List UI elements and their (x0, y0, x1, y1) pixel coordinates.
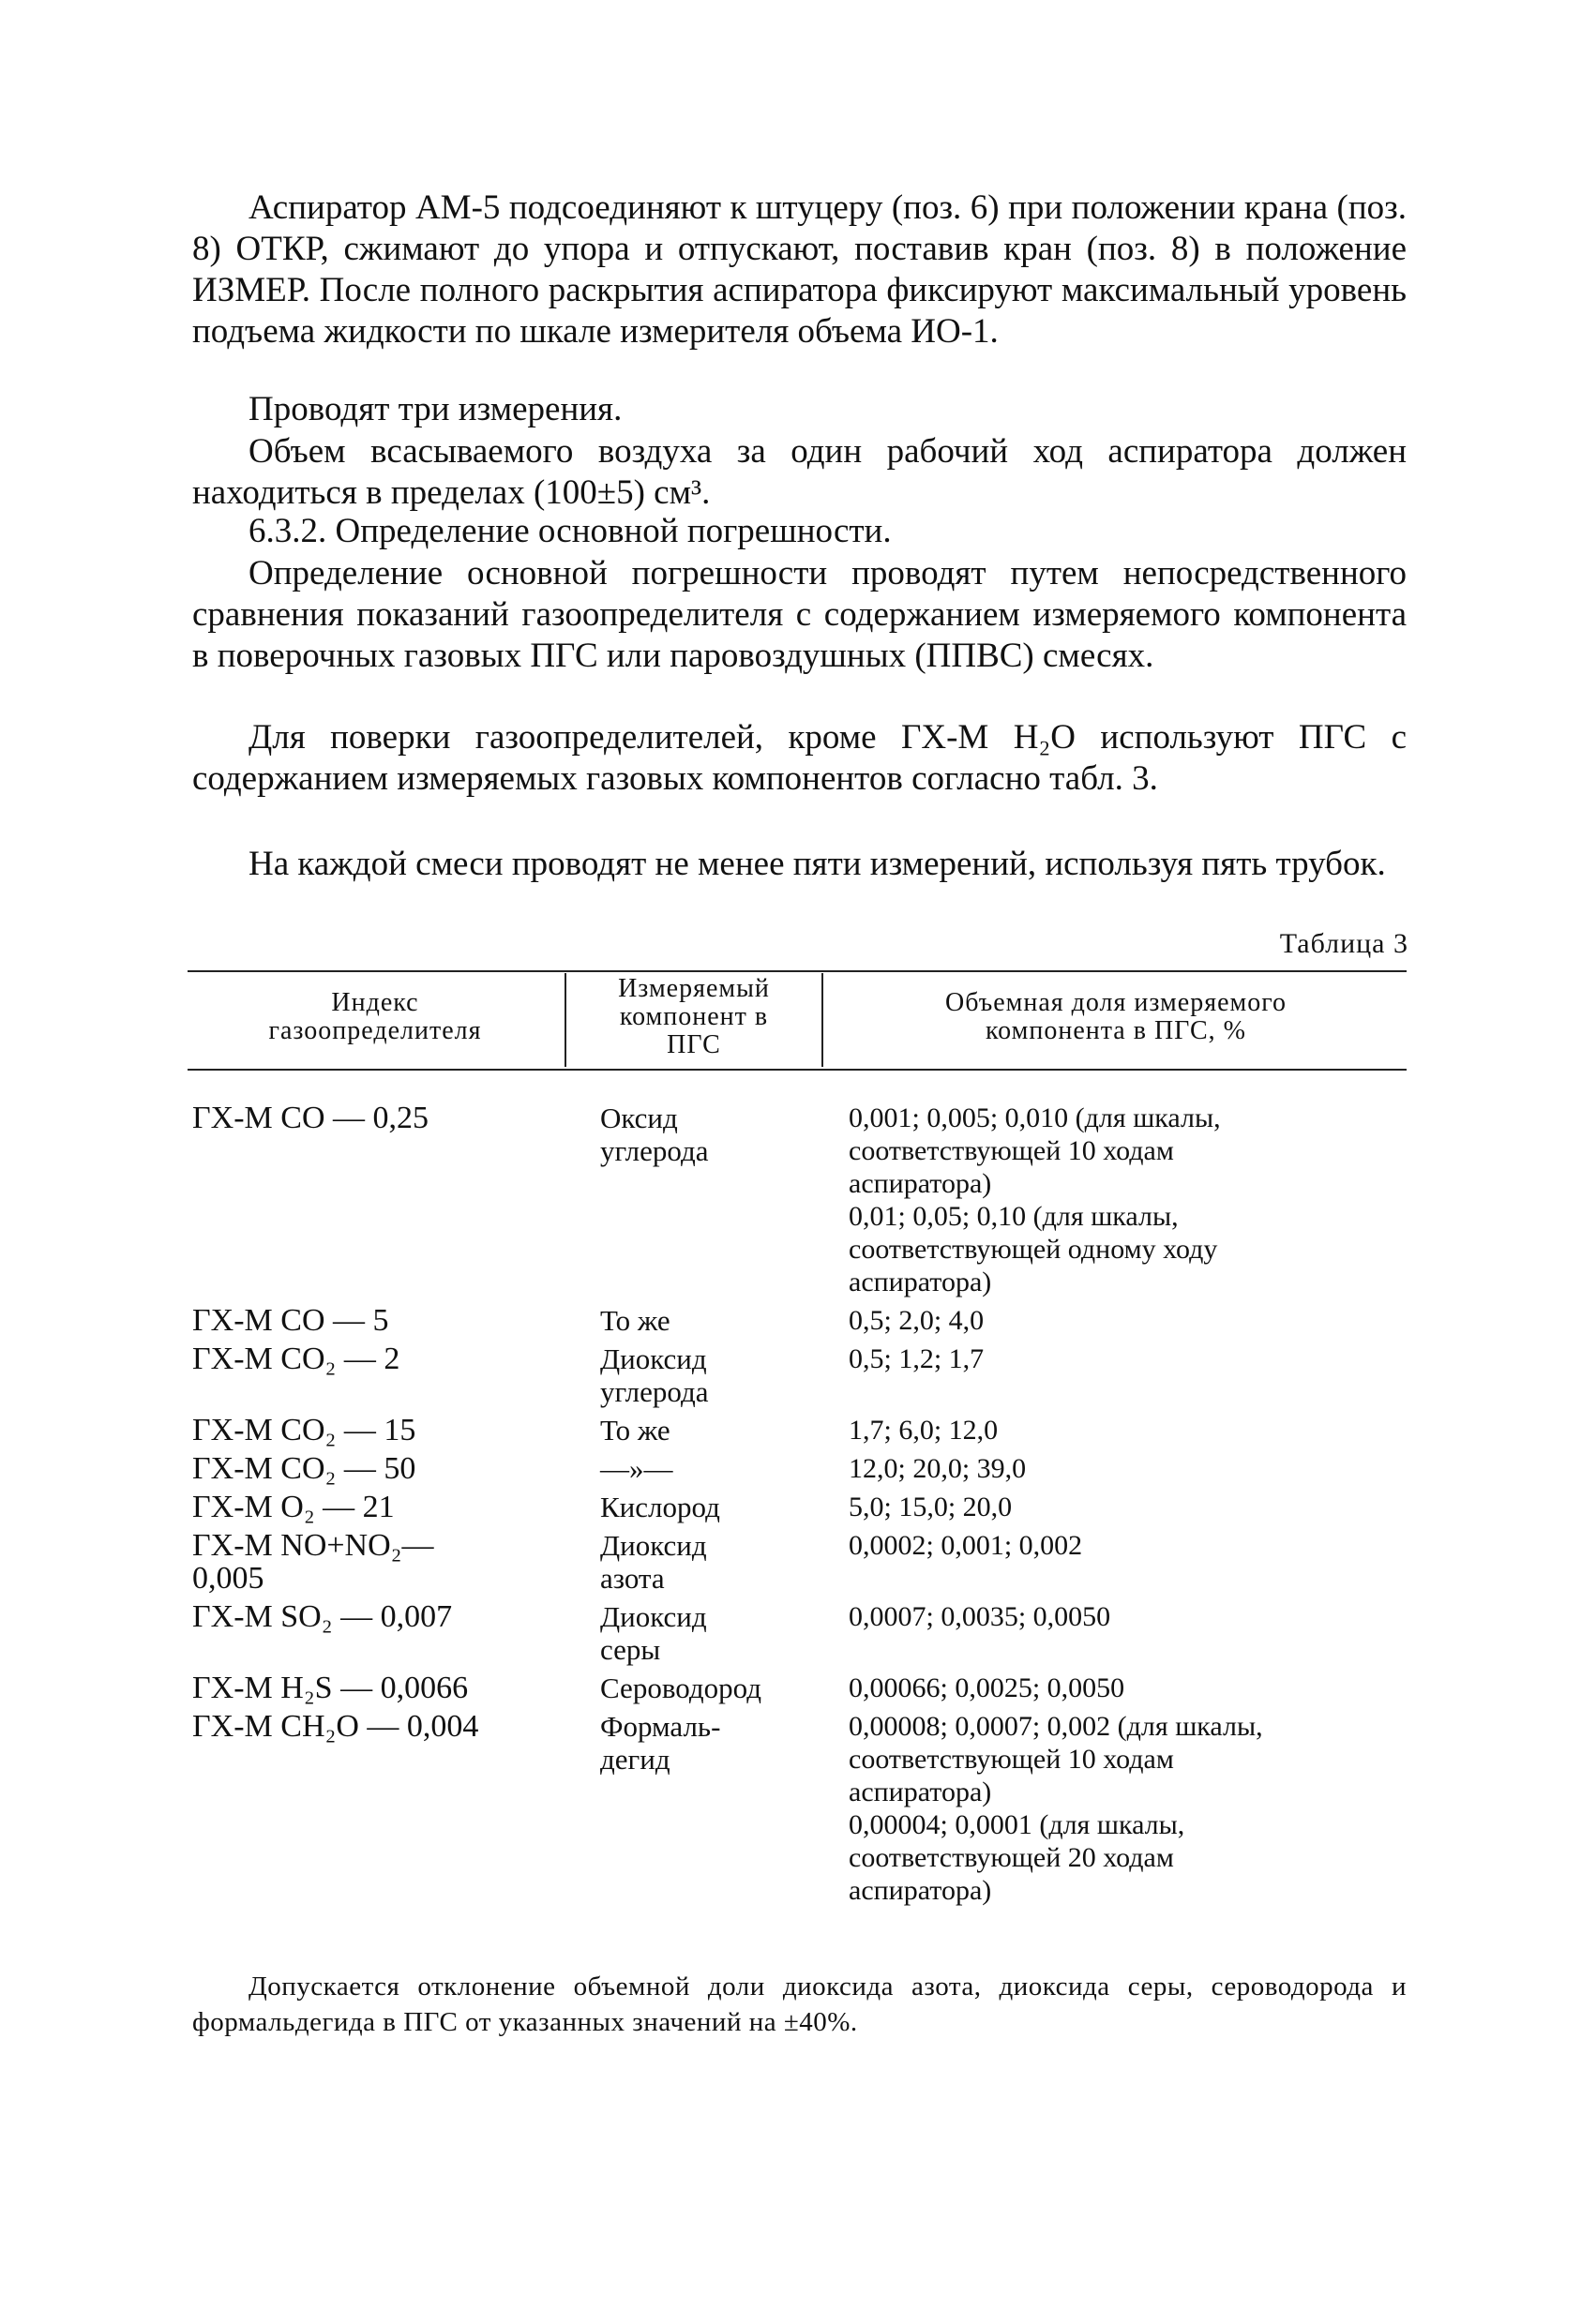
cell-component: —»— (600, 1452, 673, 1485)
header-divider (565, 973, 566, 1067)
cell-index: ГХ-М СО — 0,25 (192, 1101, 429, 1135)
paragraph-five-measurements: На каждой смеси проводят не менее пяти измерений, используя пять трубок. (248, 845, 1386, 883)
cell-component: Диоксид азота (600, 1529, 707, 1595)
cell-index: ГХ-М СО₂ — 2 (192, 1342, 400, 1376)
table-top-rule (188, 970, 1407, 972)
table-row (192, 1600, 1411, 1666)
table-row (192, 1102, 1411, 1298)
cell-values: 0,00008; 0,0007; 0,002 (для шкалы, соответствующей 10 ходам аспиратора) 0,00004; 0,0001 (для шкалы, соответствующей 20 ходам аспиратора) (849, 1711, 1263, 1906)
cell-component: Диоксид углерода (600, 1342, 709, 1408)
paragraph-air-volume: Объем всасываемого воздуха за один рабочий ход аспиратора должен находиться в пределах (100±5) см³. (192, 432, 1407, 512)
cell-values: 0,00066; 0,0025; 0,0050 (849, 1672, 1125, 1703)
table-row (192, 1529, 1411, 1595)
cell-values: 0,5; 2,0; 4,0 (849, 1305, 985, 1336)
table-row (192, 1710, 1411, 1907)
table-row (192, 1672, 1411, 1704)
paragraph-verification-gases: Для поверки газоопределителей, кроме ГХ-М H₂O используют ПГС с содержанием измеряемых газовых компонентов согласно табл. 3. (192, 718, 1407, 798)
cell-index: ГХ-М NO+NO₂— 0,005 (192, 1528, 434, 1596)
cell-values: 0,0007; 0,0035; 0,0050 (849, 1601, 1111, 1632)
table-body (192, 1102, 1411, 1912)
table-row (192, 1491, 1411, 1523)
cell-component: То же (600, 1304, 670, 1337)
cell-values: 12,0; 20,0; 39,0 (849, 1453, 1027, 1484)
paragraph-aspirator-connect: Аспиратор АМ-5 подсоединяют к штуцеру (поз. 6) при положении крана (поз. 8) ОТКР, сжимают до упора и отпускают, поставив кран (поз. 8) в положение ИЗМЕР. После полного раскрытия аспиратора фиксируют максимальный уровень подъема жидкости по шкале измерителя объема ИО-1. (192, 188, 1407, 351)
cell-component: Сероводород (600, 1672, 761, 1704)
cell-index: ГХ-М СО₂ — 50 (192, 1451, 416, 1486)
table-header-index: Индекс газоопределителя (268, 988, 482, 1045)
cell-index: ГХ-М О₂ — 21 (192, 1490, 395, 1524)
cell-index: ГХ-М SO₂ — 0,007 (192, 1599, 453, 1634)
cell-values: 0,0002; 0,001; 0,002 (849, 1530, 1083, 1561)
table-row (192, 1414, 1411, 1447)
table-header-rule (188, 1069, 1407, 1071)
table-header-component: Измеряемый компонент в ПГС (618, 974, 770, 1059)
table-footnote: Допускается отклонение объемной доли диоксида азота, диоксида серы, сероводорода и формальдегида в ПГС от указанных значений на ±40%. (192, 1972, 1407, 2037)
table-row (192, 1304, 1411, 1337)
table-header-volume-fraction: Объемная доля измеряемого компонента в ПГС, % (944, 988, 1287, 1045)
table-caption: Таблица 3 (1279, 928, 1408, 959)
paragraph-three-measurements: Проводят три измерения. (248, 390, 623, 428)
cell-values: 1,7; 6,0; 12,0 (849, 1415, 999, 1446)
cell-index: ГХ-М СО — 5 (192, 1303, 389, 1338)
paragraph-error-determination: Определение основной погрешности проводят путем непосредственного сравнения показаний газоопределителя с содержанием измеряемого компонента в поверочных газовых ПГС или паровоздушных (ППВС) смесях. (192, 554, 1407, 675)
table-row (192, 1342, 1411, 1408)
cell-component: То же (600, 1414, 670, 1447)
cell-index: ГХ-М СН₂О — 0,004 (192, 1709, 479, 1744)
cell-values: 0,5; 1,2; 1,7 (849, 1343, 985, 1374)
cell-component: Кислород (600, 1491, 720, 1523)
section-heading-6-3-2: 6.3.2. Определение основной погрешности. (248, 512, 892, 550)
cell-index: ГХ-М СО₂ — 15 (192, 1413, 416, 1447)
cell-component: Формаль- дегид (600, 1710, 721, 1776)
cell-values: 0,001; 0,005; 0,010 (для шкалы, соответствующей 10 ходам аспиратора) 0,01; 0,05; 0,10 (для шкалы, соответствующей одному ходу аспиратора) (849, 1102, 1221, 1297)
cell-component: Оксид углерода (600, 1102, 709, 1167)
table-row (192, 1452, 1411, 1485)
header-divider (821, 973, 823, 1067)
cell-values: 5,0; 15,0; 20,0 (849, 1492, 1013, 1522)
cell-component: Диоксид серы (600, 1600, 707, 1666)
cell-index: ГХ-М H₂S — 0,0066 (192, 1671, 469, 1705)
